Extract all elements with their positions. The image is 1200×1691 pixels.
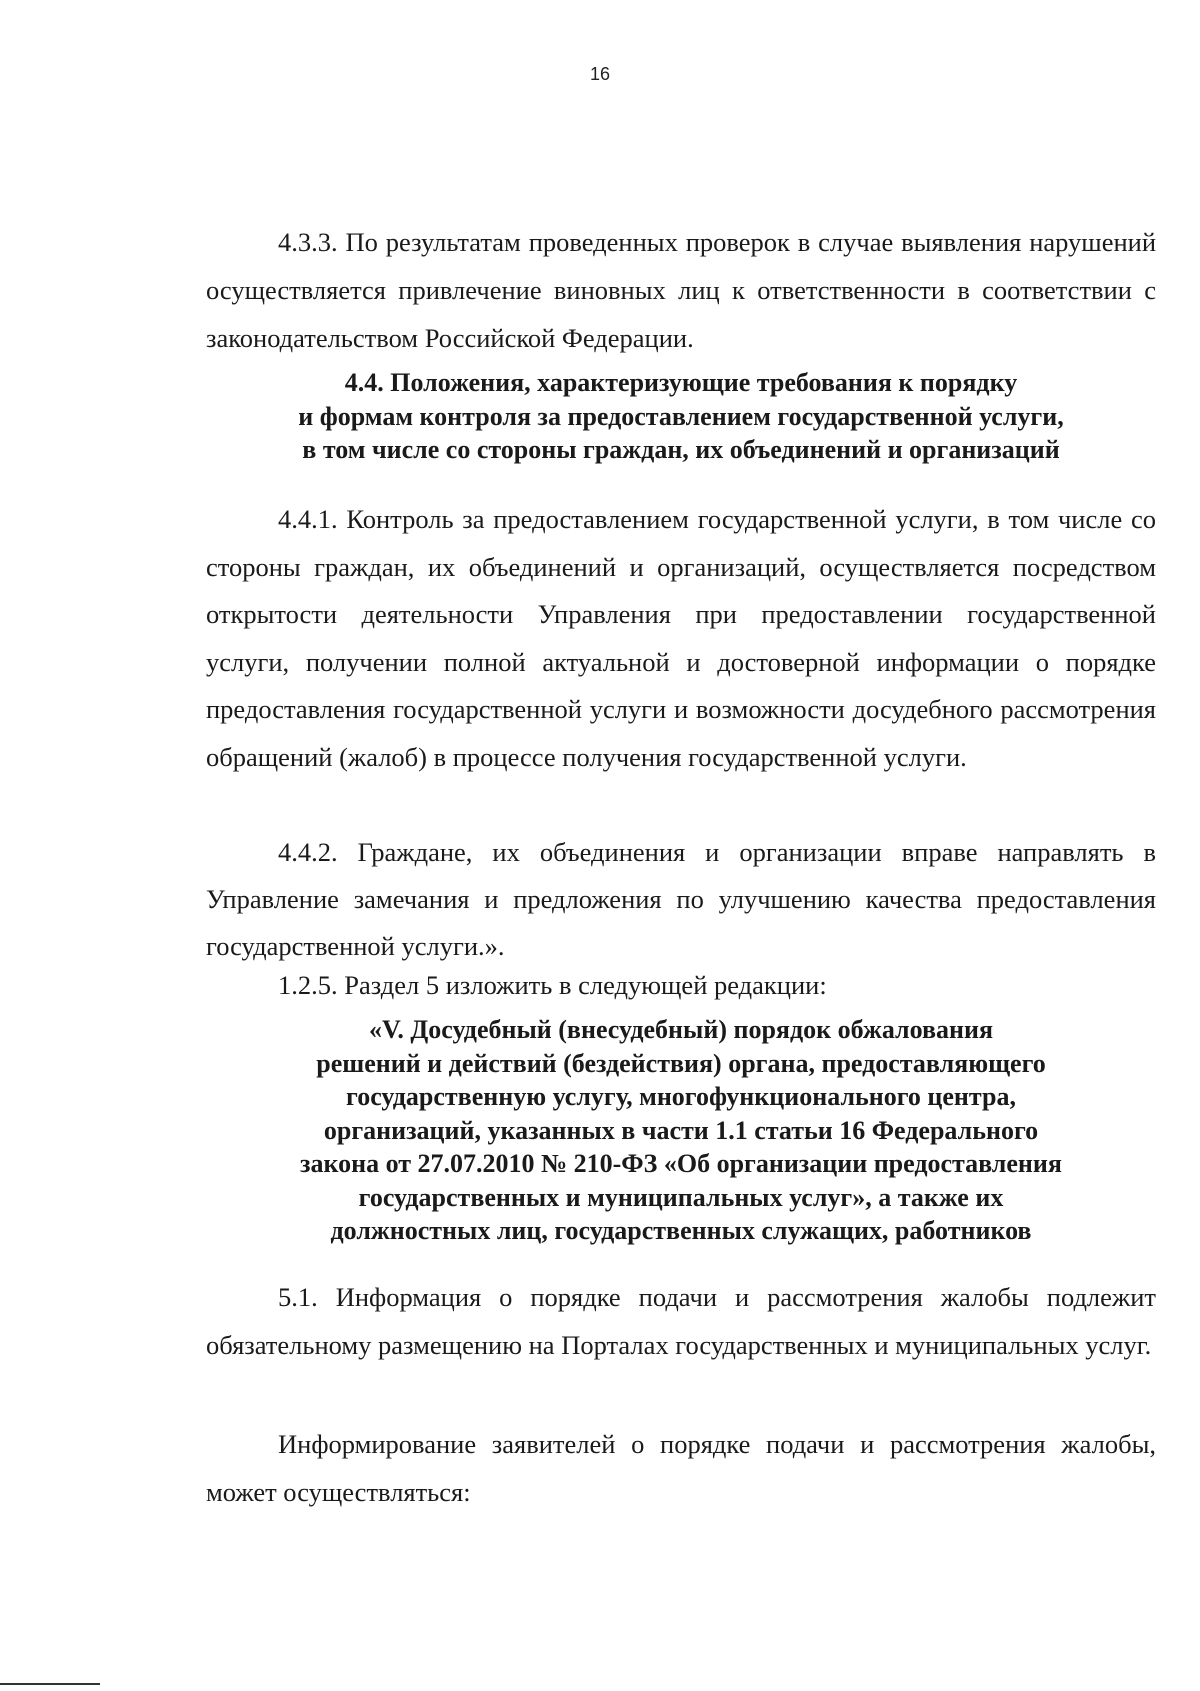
paragraph-1-2-5: 1.2.5. Раздел 5 изложить в следующей редакции: <box>278 970 827 1000</box>
heading-line: и формам контроля за предоставлением государственной услуги, <box>298 401 1064 431</box>
heading-line: должностных лиц, государственных служащих, работников <box>330 1216 1032 1245</box>
paragraph-informing-applicants: Информирование заявителей о порядке подачи и рассмотрения жалобы, может осуществляться: <box>206 1429 1156 1507</box>
heading-line: организаций, указанных в части 1.1 статьи 16 Федерального <box>323 1115 1039 1145</box>
heading-line: 4.4. Положения, характеризующие требования к порядку <box>344 368 1018 397</box>
heading-line: закона от 27.07.2010 № 210-ФЗ «Об организации предоставления <box>300 1149 1062 1178</box>
heading-line: государственных и муниципальных услуг», а также их <box>358 1182 1004 1212</box>
footer-rule <box>0 1683 100 1685</box>
heading-section-4-4 <box>206 366 1156 467</box>
paragraph-4-4-1: 4.4.1. Контроль за предоставлением государственной услуги, в том числе со стороны граждан, их объединений и организаций, осуществляется посредством открытости деятельности Управления при предоставлении государственной услуги, получении полной актуальной и достоверной информации о порядке предоставления государственной услуги и возможности досудебного рассмотрения обращений (жалоб) в процессе получения государственной услуги. <box>206 504 1156 772</box>
paragraph-4-3-3: 4.3.3. По результатам проведенных проверок в случае выявления нарушений осуществляется привлечение виновных лиц к ответственности в соответствии с законодательством Российской Федерации. <box>206 227 1156 353</box>
heading-line: государственную услугу, многофункционального центра, <box>346 1082 1016 1111</box>
heading-line: «V. Досудебный (внесудебный) порядок обжалования <box>368 1015 994 1044</box>
heading-section-5 <box>206 1013 1156 1248</box>
heading-line: в том числе со стороны граждан, их объединений и организаций <box>302 435 1060 464</box>
heading-line: решений и действий (бездействия) органа, предоставляющего <box>316 1048 1046 1078</box>
page-number: 16 <box>589 64 611 84</box>
paragraph-5-1: 5.1. Информация о порядке подачи и рассмотрения жалобы подлежит обязательному размещению на Порталах государственных и муниципальных услуг. <box>206 1282 1156 1360</box>
paragraph-4-4-2: 4.4.2. Граждане, их объединения и организации вправе направлять в Управление замечания и предложения по улучшению качества предоставления государственной услуги.». <box>206 837 1156 961</box>
